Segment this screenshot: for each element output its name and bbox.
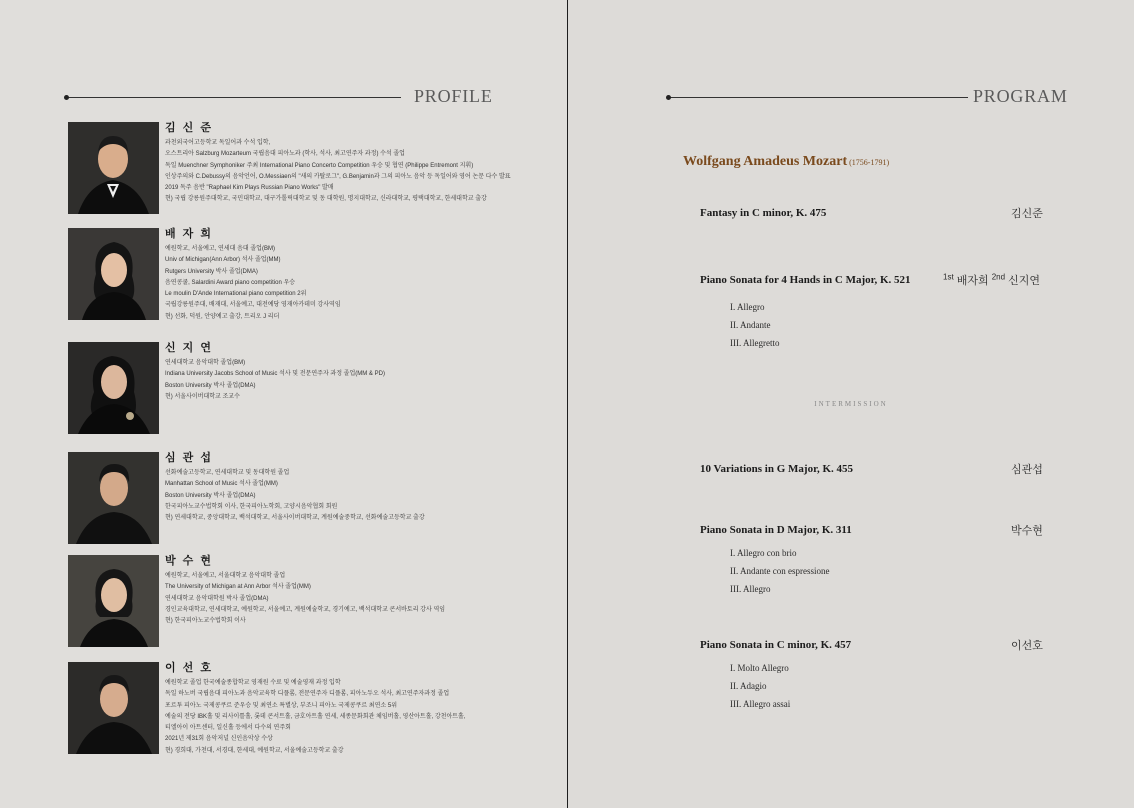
movement: I. Molto Allegro [730, 663, 789, 673]
bio-line: 포르투 피아노 국제콩쿠르 준우승 및 최연소 특별상, 부조니 피아노 국제콩쿠르 최연소 5위 [165, 702, 397, 709]
bio-line: 현) 경희대, 가천대, 서경대, 한세대, 예원학교, 서울예술고등학교 출강 [165, 747, 344, 754]
performer-photo [68, 662, 159, 754]
piece-title: Piano Sonata in D Major, K. 311 [700, 524, 852, 536]
program-header-rule [668, 97, 968, 98]
composer-name: Wolfgang Amadeus Mozart [683, 154, 848, 169]
performer-bio [165, 228, 545, 323]
performer-profile [68, 662, 538, 758]
secondo-mark: 2nd [991, 272, 1006, 282]
performer-name: 박 수 현 [165, 555, 213, 567]
performer-bio [165, 342, 545, 403]
performer-bio [165, 555, 545, 627]
piece-performer: 이선호 [1011, 640, 1043, 652]
performer-profile [68, 122, 538, 218]
performer-photo [68, 342, 159, 434]
bio-line: 인상주의와 C.Debussy의 음악언어, O.Messiaen의 "새의 카탈로그", G.Benjamin과 그의 피아노 음악 등 독일어와 영어 논문 다수 발표 [165, 173, 511, 180]
piece-title: Fantasy in C minor, K. 475 [700, 207, 827, 219]
bio-line: 2021년 제31회 음악저널 신인음악상 수상 [165, 736, 273, 743]
bio-line: 오스트리아 Salzburg Mozarteum 국립음대 피아노과 (학사, 석사, 최고연주자 과정) 수석 졸업 [165, 151, 405, 158]
bio-line: 2019 독주 음반 "Raphael Kim Plays Russian Piano Works" 발매 [165, 185, 334, 192]
movement: I. Allegro [730, 302, 765, 312]
composer-heading [683, 152, 889, 170]
performer-photo [68, 452, 159, 544]
bio-line: The University of Michigan at Ann Arbor 석사 졸업(MM) [165, 584, 311, 591]
performer-profile [68, 342, 538, 438]
performer-profile [68, 452, 538, 548]
bio-line: 과천외국어고등학교 독일어과 수석 입학, [165, 140, 271, 146]
performer-name: 심 관 섭 [165, 452, 213, 464]
bio-line: Univ of Michigan(Ann Arbor) 석사 졸업(MM) [165, 257, 281, 264]
primo-performer: 배자희 [956, 275, 989, 287]
profile-header-rule [66, 97, 401, 98]
intermission-label: INTERMISSION [814, 400, 888, 408]
primo-mark: 1st [943, 272, 954, 282]
performer-photo [68, 555, 159, 647]
bio-line: Le moulin D'Ande International piano competition 2위 [165, 291, 307, 298]
bio-line: Manhattan School of Music 석사 졸업(MM) [165, 481, 278, 488]
performer-profile [68, 228, 538, 324]
bio-line: 현) 서울사이버대학교 조교수 [165, 393, 240, 400]
movement: III. Allegretto [730, 338, 780, 348]
bio-line: 현) 연세대학교, 중앙대학교, 백석대학교, 서울사이버대학교, 계원예술중학교, 선화예술고등학교 출강 [165, 515, 425, 522]
performer-name: 배 자 희 [165, 228, 213, 240]
piece-title: 10 Variations in G Major, K. 455 [700, 463, 853, 475]
bio-line: 독일 하노버 국립음대 피아노과 음악교육학 디플롬, 전문연주자 디플롬, 피아노두오 석사, 최고연주자과정 졸업 [165, 691, 450, 698]
performer-bio [165, 452, 545, 524]
piece-title: Piano Sonata for 4 Hands in C Major, K. 521 [700, 274, 911, 286]
performer-name: 이 선 호 [165, 662, 213, 674]
movement: III. Allegro [730, 584, 771, 594]
performer-name: 김 신 준 [165, 122, 213, 134]
piece-performer: 박수현 [1011, 525, 1043, 537]
bio-line: 현) 국립 강릉원주대학교, 국민대학교, 대구가톨릭대학교 및 동 대학원, 명지대학교, 신라대학교, 평택대학교, 한세대학교 출강 [165, 196, 487, 203]
piece-title: Piano Sonata in C minor, K. 457 [700, 639, 852, 651]
bio-line: 현) 선화, 덕원, 안양예고 출강, 트리오 J 리더 [165, 313, 280, 320]
movement: II. Adagio [730, 681, 767, 691]
bio-line: 예원학교, 서울예고, 연세대 음대 졸업(BM) [165, 246, 275, 252]
movement: I. Allegro con brio [730, 548, 797, 558]
movement: III. Allegro assai [730, 699, 791, 709]
performer-photo [68, 228, 159, 320]
bio-line: Indiana University Jacobs School of Music 석사 및 전문연주자 과정 졸업(MM & PD) [165, 371, 385, 378]
bio-line: Rutgers University 박사 졸업(DMA) [165, 268, 258, 275]
bio-line: 독일 Muenchner Symphoniker 주최 International Piano Concerto Competition 우승 및 협연 (Philippe Entremont 지휘) [165, 162, 474, 169]
performer-bio [165, 662, 545, 757]
bio-line: 국립강릉원주대, 배재대, 서울예고, 대전예당 영재아카데미 강사역임 [165, 302, 341, 309]
bio-line: 예원학교 졸업 한국예술종합학교 영재원 수료 및 예술영재 과정 입학 [165, 680, 341, 686]
piece-performer: 김신준 [1011, 208, 1043, 220]
movement: II. Andante con espressione [730, 566, 830, 576]
bio-line: 현) 한국피아노교수법학회 이사 [165, 618, 246, 625]
duo-performers [943, 272, 1040, 288]
bio-line: 선화예술고등학교, 연세대학교 및 동대학원 졸업 [165, 470, 290, 476]
bio-line: Boston University 박사 졸업(DMA) [165, 382, 256, 389]
bio-line: 연세대학교 음악대학 졸업(BM) [165, 360, 246, 366]
movement: II. Andante [730, 320, 771, 330]
bio-line: 티엘아이 아트센터, 일신홀 등에서 다수의 연주회 [165, 725, 291, 732]
program-page [568, 0, 1134, 808]
profile-title: PROFILE [414, 86, 493, 106]
bio-line: 한국피아노교수법학회 이사, 한국피아노학회, 고양시음악협회 회원 [165, 503, 338, 510]
bio-line: 예술의 전당 IBK홀 및 리사이틀홀, 롯데 콘서트홀, 금호아트홀 연세, 세종문화회관 체임버홀, 영산아트홀, 강천아트홀, [165, 713, 466, 720]
program-title: PROGRAM [973, 86, 1068, 106]
composer-years: (1756-1791) [849, 158, 890, 167]
performer-profile [68, 555, 538, 651]
performer-bio [165, 122, 545, 206]
bio-line: Boston University 박사 졸업(DMA) [165, 492, 256, 499]
piece-performer: 심관섭 [1011, 464, 1043, 476]
performer-name: 신 지 연 [165, 342, 213, 354]
bio-line: 경인교육대학교, 연세대학교, 예원학교, 서울예고, 계원예술학교, 경기예고, 백석대학교 콘서바토리 강사 역임 [165, 606, 446, 613]
bio-line: 예원학교, 서울예고, 서울대학교 음악대학 졸업 [165, 573, 286, 579]
bio-line: 연세대학교 음악대학원 박사 졸업(DMA) [165, 595, 269, 602]
bio-line: 음연콩쿨, Salardini Award piano competition 우승 [165, 279, 296, 286]
secondo-performer: 신지연 [1008, 275, 1040, 287]
performer-photo [68, 122, 159, 214]
